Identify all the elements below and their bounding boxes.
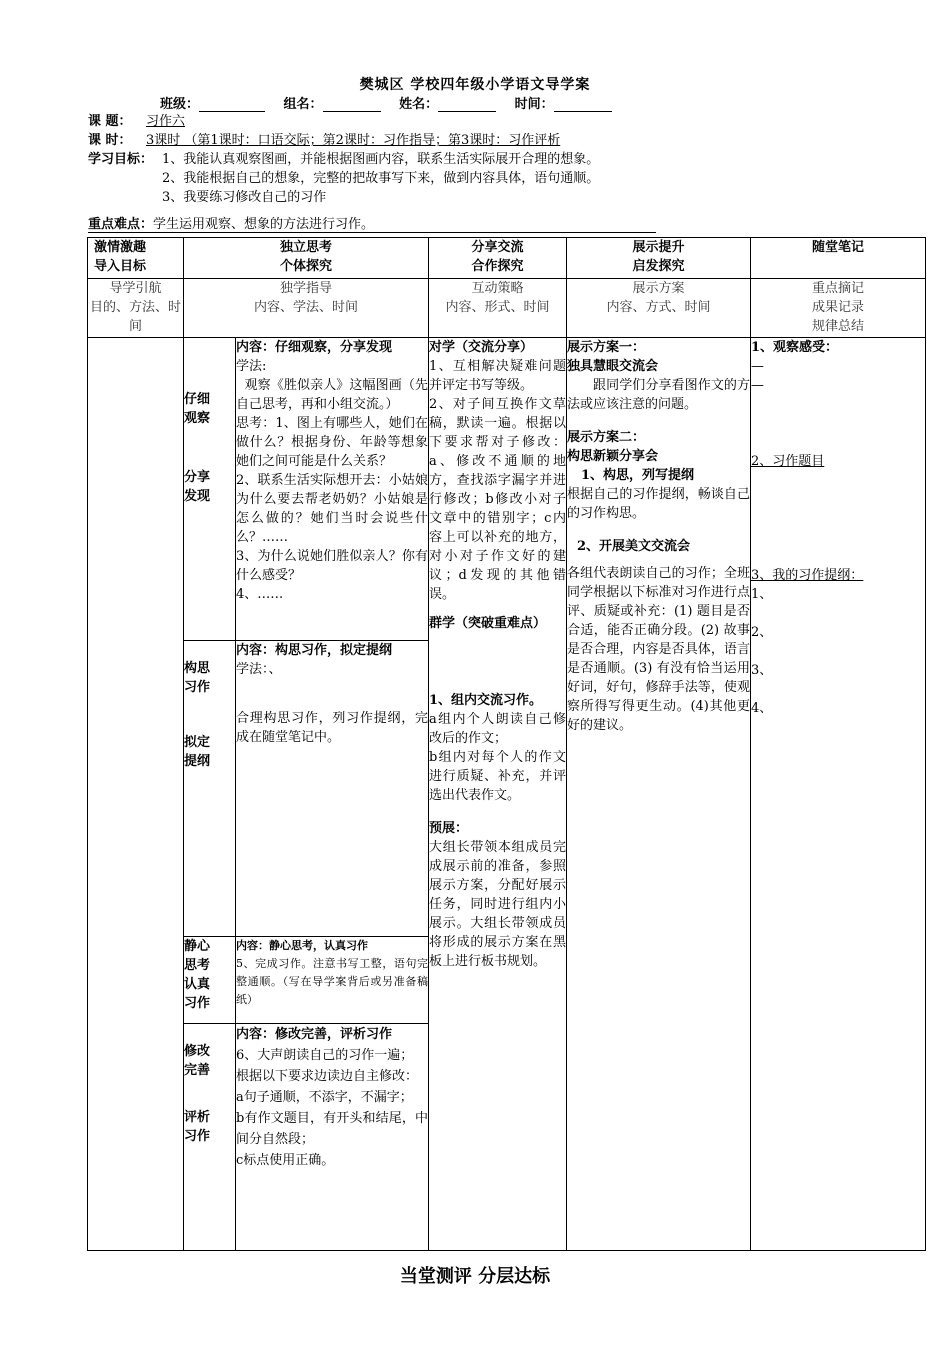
header-share: 分享交流 合作探究 — [429, 238, 567, 279]
goal-item: 1、我能认真观察图画，并能根据图画内容，联系生活实际展开合理的想象。 — [162, 152, 600, 167]
topic-value: 习作六 — [146, 114, 186, 129]
goal-item: 2、我能根据自己的想象，完整的把故事写下来，做到内容具体，语句通顺。 — [162, 171, 600, 186]
topic-label: 课 题： — [88, 114, 132, 129]
stage-label: 构思 习作 拟定 提纲 — [184, 641, 236, 937]
share-cell: 对学（交流分享） 1、互相解决疑难问题并评定书写等级。 2、对子间互换作文草稿，默读一遍。根据以下要求帮对子修改：a、修改不通顺的地方，查找添字漏字并进行修改；b修改小对子文章中的错别字；c内容上可以补充的地方，对小对子作文好的建议；d发现的其他错误。 群学（突破重难点） 1、组内交流习作。 a组内个人朗读自己修改后的作文； b组内对每个人的作文进行质疑、补充，并评选出代表作文。 预展： 大组长带领本组成员完成展示前的准备，参照展示方案，分配好展示任务，同时进行组内小展示。大组长带领成员将形成的展示方案在黑板上进行板书规划。 — [429, 338, 567, 1251]
sub-notes: 重点摘记 成果记录 规律总结 — [751, 279, 926, 338]
show-cell: 展示方案一： 独具慧眼交流会 跟同学们分享看图作文的方法或应该注意的问题。 展示方案二： 构思新颖分享会 1、构思，列写提纲 根据自己的习作提纲，畅谈自己的习作构思。 2、开展美文交流会 各组代表朗读自己的习作；全班同学根据以下标准对习作进行点评、质疑或补充：(1) 题目是否合适，能否正确分段。(2) 故事是否合理，内容是否具体，语言是否通顺。(3) 有没有恰当运用好词，好句，修辞手法等，使观察所得写得更生动。(4)其他更好的建议。 — [567, 338, 751, 1251]
stage-label: 仔细 观察 分享 发现 — [184, 338, 236, 641]
section-footer-title: 当堂测评 分层达标 — [399, 1266, 551, 1287]
time-label: 时间： — [514, 97, 554, 112]
stage-label: 修改 完善 评析 习作 — [184, 1024, 236, 1251]
student-info-row — [160, 93, 626, 112]
period-row — [88, 131, 560, 150]
header-row — [88, 238, 926, 279]
sub-independent: 独学指导 内容、学法、时间 — [184, 279, 429, 338]
time-blank[interactable] — [554, 97, 612, 112]
sub-share: 互动策略 内容、形式、时间 — [429, 279, 567, 338]
stage-row — [88, 338, 926, 641]
focus-label: 重点难点： — [88, 217, 154, 232]
name-label: 姓名： — [399, 97, 439, 112]
stage-label: 静心 思考 认真 习作 — [184, 937, 236, 1024]
sub-show: 展示方案 内容、方式、时间 — [567, 279, 751, 338]
focus-value: 学生运用观察、想象的方法进行习作。 — [153, 217, 375, 232]
stage-content: 内容：仔细观察，分享发现 学法: 观察《胜似亲人》这幅图画（先自己思考，再和小组交流。） 思考：1、图上有哪些人，她们在做什么？根据身份、年龄等想象她们之间可能是什么关系？ 2、联系生活实际想开去：小姑娘为什么要去帮老奶奶？小姑娘是怎么做的？她们当时会说些什么？…… 3、为什么说她们胜似亲人？你有什么感受？ 4、…… — [236, 338, 429, 641]
notes-cell: 1、观察感受： — — 2、习作题目 3、我的习作提纲： 1、 2、 3、 4、 — [751, 338, 926, 1251]
page-title: 樊城区 学校四年级小学语文导学案 — [359, 77, 591, 93]
period-label: 课 时： — [88, 133, 132, 148]
topic-row — [88, 112, 185, 131]
stage-content: 内容：构思习作，拟定提纲 学法：、 合理构思习作，列习作提纲，完成在随堂笔记中。 — [236, 641, 429, 937]
header-notes: 随堂笔记 — [751, 238, 926, 279]
class-label: 班级： — [160, 97, 200, 112]
sub-intro: 导学引航 目的、方法、时 间 — [88, 279, 184, 338]
header-show: 展示提升 启发探究 — [567, 238, 751, 279]
guide-table — [87, 237, 926, 1251]
name-blank[interactable] — [438, 97, 496, 112]
class-blank[interactable] — [199, 97, 265, 112]
header-independent: 独立思考 个体探究 — [184, 238, 429, 279]
focus-row — [88, 213, 656, 233]
stage-content: 内容：修改完善，评析习作 6、大声朗读自己的习作一遍； 根据以下要求边读边自主修改： a句子通顺，不添字，不漏字； b有作文题目，有开头和结尾，中间分自然段； c标点使用正确。 — [236, 1024, 429, 1251]
group-label: 组名： — [283, 97, 323, 112]
goals-label: 学习目标： — [88, 152, 154, 167]
group-blank[interactable] — [323, 97, 381, 112]
notes-topic: 2、习作题目 — [751, 454, 825, 469]
intro-cell — [88, 338, 184, 1251]
period-value: 3课时 （第1课时：口语交际；第2课时：习作指导；第3课时：习作评析 — [146, 133, 561, 148]
notes-outline: 3、我的习作提纲： — [751, 568, 864, 583]
goal-item: 3、我要练习修改自己的习作 — [162, 190, 327, 205]
stage-content: 内容：静心思考，认真习作 5、完成习作。注意书写工整，语句完整通顺。（写在导学案背后或另准备稿纸） — [236, 937, 429, 1024]
subheader-row — [88, 279, 926, 338]
header-intro: 激情激趣 导入目标 — [88, 238, 184, 279]
